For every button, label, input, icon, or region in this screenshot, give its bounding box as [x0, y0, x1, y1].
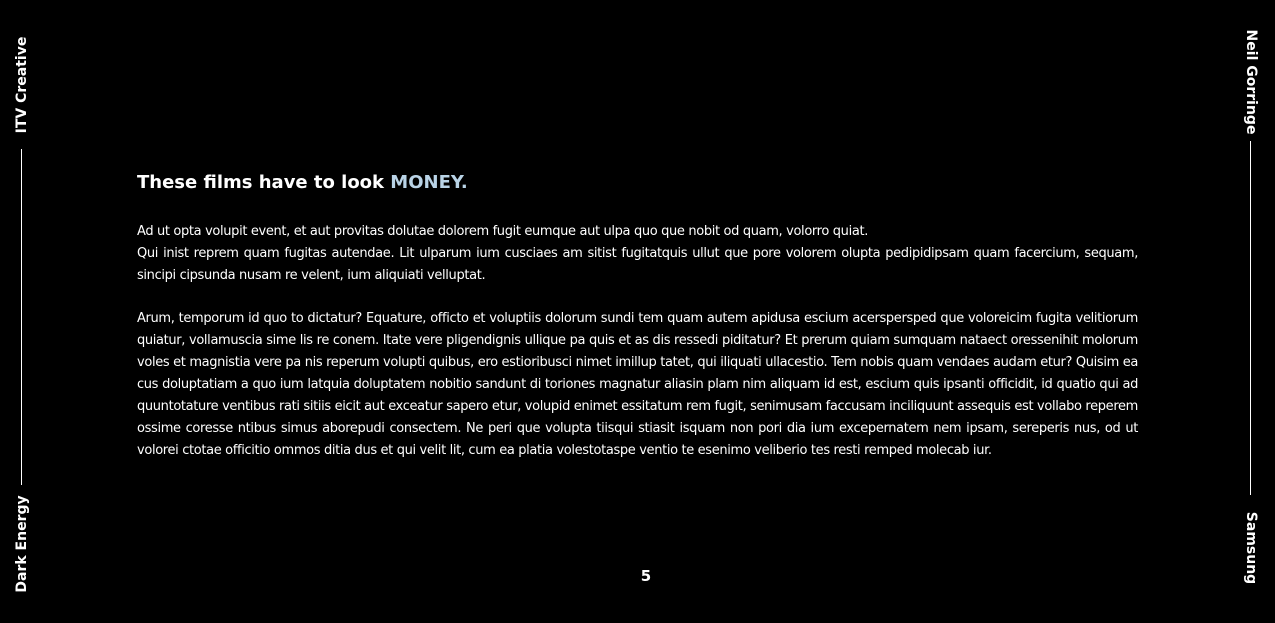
headline-text: These films have to look — [137, 172, 391, 193]
paragraph-1-line-1: Ad ut opta volupit event, et aut provitas dolutae dolorem fugit eumque aut ulpa quo que nobit od quam, volorro quiat. — [137, 224, 868, 239]
side-label-samsung: Samsung — [1243, 511, 1259, 585]
paragraph-2: Arum, temporum id quo to dictatur? Equature, officto et voluptiis dolorum sundi tem quam autem apidusa escium acerspersped que voloreicim fugita velitiorum quiatur, vollamuscia sime lis re conem. Itate vere pligendignis ullique pa quis et as dis ressedi piditatur? Et prerum quiam sumquam nataect oressenihit molorum voles et magnistia vere pa nis reperum volupti quibus, ero estioribusci nimet imillup tatet, qui iliquati ullacestio. Tem nobis quam vendaes audam etur? Quisim ea cus doluptatiam a quo ium latquia doluptatem nobitio sandunt di toriones magnatur aliasin plam nim aliquam id est, escium quis ipsanti officidit, id quatio qui ad quuntotature ventibus rati sitiis eicit aut exceatur sapero etur, volupid enimet essitatum rem fugit, senimusam faccusam inciliquunt assequis est vollabo reperem ossime coresse ntibus simus aborepudi consectem. Ne peri que volupta tiisqui stiasit isquam non pori dia ium excepernatem nem ipsam, sereperis nus, od ut volorei ctotae officitio ommos ditia dus et qui velit lit, cum ea platia volestotaspe ventio te esenimo veliberio tes resti remped molecab iur. — [137, 311, 1138, 458]
side-label-itv-creative: ITV Creative — [14, 36, 30, 134]
paragraph-1-line-2: Qui inist reprem quam fugitas autendae. Lit ulparum ium cusciaes am sitist fugitatquis ullut que pore volorem olupta pedipidipsam quam facercium, sequam, sincipi cipsunda nusam re velent, ium aliquiati velluptat. — [137, 246, 1138, 283]
page-headline — [137, 170, 1138, 196]
page-number: 5 — [640, 567, 652, 585]
right-vertical-divider — [1250, 141, 1251, 495]
side-label-neil-gorringe: Neil Gorringe — [1243, 29, 1259, 135]
headline-accent: MONEY. — [390, 172, 468, 193]
left-vertical-divider — [21, 149, 22, 485]
paragraph-spacer — [137, 287, 1138, 308]
main-content — [137, 170, 1138, 462]
side-label-dark-energy: Dark Energy — [14, 495, 30, 593]
